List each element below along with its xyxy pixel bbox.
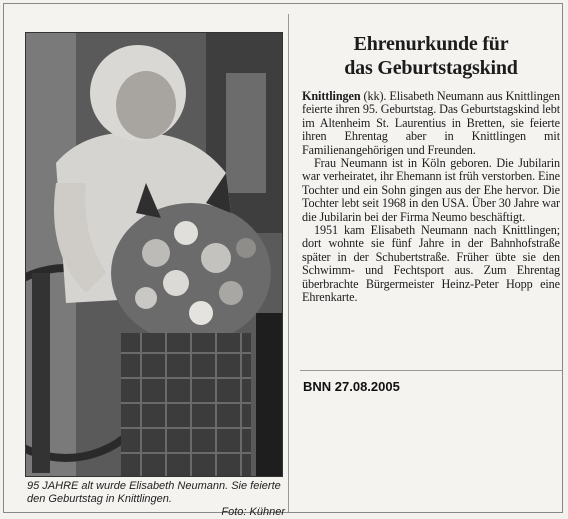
- paragraph-2: Frau Neumann ist in Köln geboren. Die Jubilarin war verheiratet, ihr Ehemann ist früh verstorben. Eine Tochter und ein Sohn gingen aus der Ehe hervor. Die Tochter lebt seit 1968 in den USA. Über 30 Jahre war die Jubilarin bei der Firma Neumo beschäftigt.: [302, 156, 560, 224]
- article-headline: [300, 32, 562, 80]
- photo-column: [17, 14, 289, 518]
- source-note: BNN 27.08.2005: [303, 379, 400, 394]
- dateline: Knittlingen: [302, 89, 361, 103]
- article: [300, 18, 562, 371]
- paragraph-1: [302, 90, 560, 157]
- headline-line-1: Ehrenurkunde für: [353, 33, 509, 55]
- headline-line-2: das Geburtstagskind: [344, 57, 518, 79]
- photo-elderly-woman-with-bouquet: [25, 32, 283, 477]
- paragraph-1-text: (kk). Elisabeth Neumann aus Knittlingen feierte ihren 95. Geburtstag. Das Geburtstagskind lebt im Altenheim St. Laurentius in Bretten, sie feierte ihren Ehrentag aber in Knittlingen mit Familienangehörigen und Freunden.: [302, 89, 560, 157]
- article-body: [300, 90, 562, 305]
- caption-text: 95 JAHRE alt wurde Elisabeth Neumann. Sie feierte den Geburtstag in Knittlingen.: [27, 480, 281, 505]
- photo-caption: [27, 480, 285, 519]
- photo-credit: Foto: Kühner: [221, 506, 285, 518]
- paragraph-3: 1951 kam Elisabeth Neumann nach Knittlingen; dort wohnte sie fünf Jahre in der Bahnhofstraße später in der Schubertstraße. Früher übte sie den Schwimm- und Fechtsport aus. Zum Ehrentag überbrachte Bürgermeister Heinz-Peter Hopp eine Ehrenkarte.: [302, 223, 560, 305]
